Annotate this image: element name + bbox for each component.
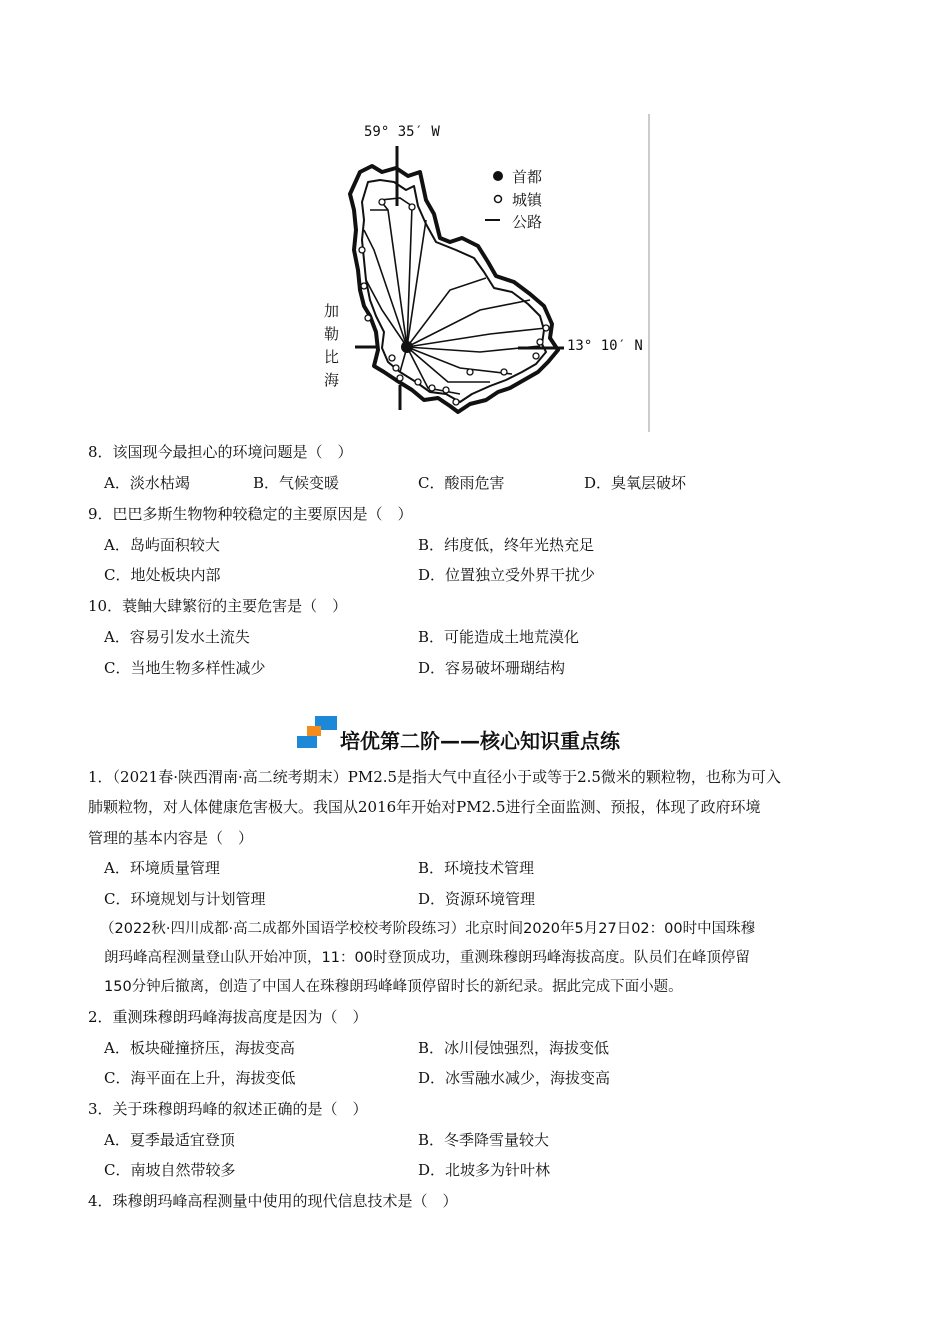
question-stem: 8．该国现今最担心的环境问题是（ ） bbox=[88, 443, 353, 461]
question-option: D．位置独立受外界干扰少 bbox=[418, 566, 596, 584]
question-option: B．环境技术管理 bbox=[418, 859, 535, 877]
legend-capital-dot bbox=[493, 171, 503, 181]
legend-town-label: 城镇 bbox=[512, 191, 543, 209]
capital-marker bbox=[401, 341, 413, 353]
question-option: D．北坡多为针叶林 bbox=[418, 1161, 551, 1179]
question-option: B．纬度低，终年光热充足 bbox=[418, 536, 595, 554]
passage-line: （2022秋·四川成都·高二成都外国语学校校考阶段练习）北京时间2020年5月27日02：00时中国珠穆 bbox=[100, 921, 756, 937]
question-option: D．臭氧层破坏 bbox=[584, 474, 687, 492]
passage-line: 150分钟后撤离，创造了中国人在珠穆朗玛峰峰顶停留时长的新纪录。据此完成下面小题。 bbox=[104, 979, 683, 995]
barbados-map bbox=[300, 110, 660, 435]
longitude-label: 59° 35′ W bbox=[364, 124, 440, 140]
passage-line: 朗玛峰高程测量登山队开始冲顶，11：00时登顶成功，重测珠穆朗玛峰海拔高度。队员们在峰顶停留 bbox=[104, 950, 750, 966]
question-option: A．板块碰撞挤压，海拔变高 bbox=[104, 1039, 295, 1057]
question-option: B．气候变暖 bbox=[253, 474, 340, 492]
question-option: B．冰川侵蚀强烈，海拔变低 bbox=[418, 1039, 610, 1057]
question-stem: 3．关于珠穆朗玛峰的叙述正确的是（ ） bbox=[88, 1100, 368, 1118]
sea-label-char: 海 bbox=[324, 371, 340, 389]
question-option: B．可能造成土地荒漠化 bbox=[418, 628, 580, 646]
question-option: A．环境质量管理 bbox=[104, 859, 220, 877]
question-text-line: 1．（2021春·陕西渭南·高二统考期末）PM2.5是指大气中直径小于或等于2.5微米的颗粒物，也称为可入 bbox=[88, 768, 781, 786]
question-option: C．海平面在上升，海拔变低 bbox=[104, 1069, 296, 1087]
question-stem: 10．蓑鲉大肆繁衍的主要危害是（ ） bbox=[88, 597, 348, 615]
question-stem: 2．重测珠穆朗玛峰海拔高度是因为（ ） bbox=[88, 1008, 368, 1026]
question-option: A．夏季最适宜登顶 bbox=[104, 1131, 235, 1149]
sea-label-char: 比 bbox=[324, 348, 340, 366]
map-figure bbox=[300, 110, 660, 435]
question-option: B．冬季降雪量较大 bbox=[418, 1131, 550, 1149]
sea-label-char: 勒 bbox=[324, 325, 340, 343]
sea-label-char: 加 bbox=[324, 302, 340, 320]
question-option: D．容易破坏珊瑚结构 bbox=[418, 659, 566, 677]
section-icon bbox=[297, 716, 339, 750]
legend-town-circle bbox=[495, 196, 502, 203]
question-option: A．岛屿面积较大 bbox=[104, 536, 220, 554]
question-option: C．南坡自然带较多 bbox=[104, 1161, 236, 1179]
question-option: C．酸雨危害 bbox=[418, 474, 505, 492]
question-text-line: 管理的基本内容是（ ） bbox=[88, 829, 254, 847]
question-text-line: 肺颗粒物，对人体健康危害极大。我国从2016年开始对PM2.5进行全面监测、预报，体现了政府环境 bbox=[88, 798, 761, 816]
question-option: A．淡水枯竭 bbox=[104, 474, 190, 492]
question-option: D．资源环境管理 bbox=[418, 890, 536, 908]
section-title: 培优第二阶——核心知识重点练 bbox=[340, 729, 620, 753]
question-option: C．当地生物多样性减少 bbox=[104, 659, 266, 677]
question-option: A．容易引发水土流失 bbox=[104, 628, 250, 646]
legend-capital-label: 首都 bbox=[512, 168, 543, 186]
question-option: C．地处板块内部 bbox=[104, 566, 221, 584]
legend-road-label: 公路 bbox=[512, 213, 543, 231]
question-stem: 4．珠穆朗玛峰高程测量中使用的现代信息技术是（ ） bbox=[88, 1192, 458, 1210]
question-option: D．冰雪融水减少，海拔变高 bbox=[418, 1069, 611, 1087]
question-stem: 9．巴巴多斯生物物种较稳定的主要原因是（ ） bbox=[88, 505, 413, 523]
latitude-label: 13° 10′ N bbox=[567, 338, 643, 354]
question-option: C．环境规划与计划管理 bbox=[104, 890, 266, 908]
